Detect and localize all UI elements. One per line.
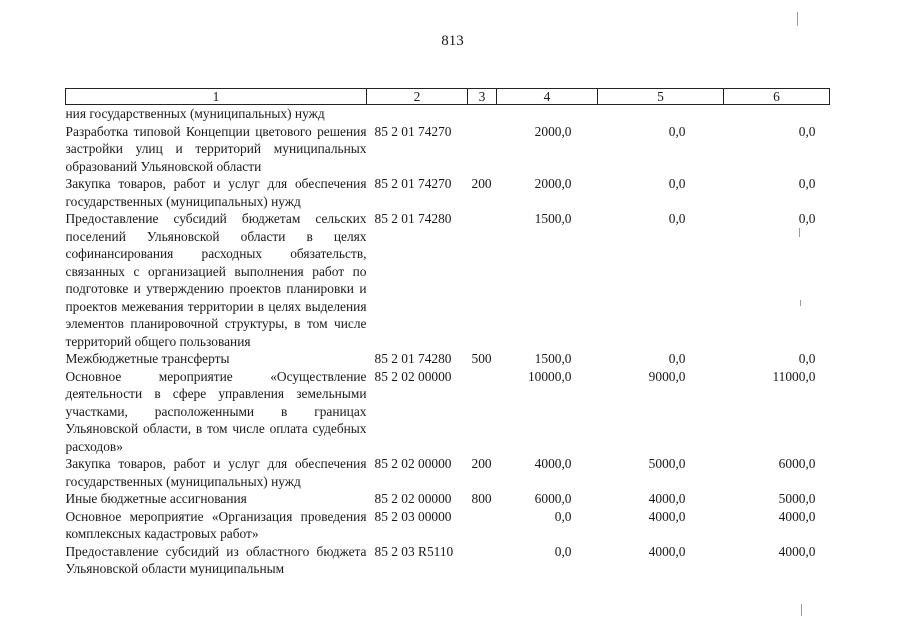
table-row <box>66 368 830 456</box>
table-row <box>66 490 830 508</box>
row-description: Основное мероприятие «Организация проведения комплексных кадастровых работ» <box>65 508 367 541</box>
row-value-2: 4000,0 <box>648 543 686 559</box>
column-header: 2 <box>367 89 468 105</box>
scan-speck <box>800 300 801 306</box>
row-type: 500 <box>471 351 492 366</box>
row-value-1: 0,0 <box>554 508 572 524</box>
row-code <box>367 105 468 123</box>
column-header: 3 <box>468 89 497 105</box>
row-value-2: 0,0 <box>668 123 686 139</box>
row-type: 200 <box>471 456 492 471</box>
row-value-2: 9000,0 <box>648 368 686 384</box>
row-value-2: 0,0 <box>668 176 686 191</box>
row-description: Предоставление субсидий из областного бюджета Ульяновской области муниципальным <box>65 543 367 576</box>
row-type <box>468 210 497 350</box>
row-value-3: 0,0 <box>798 211 816 226</box>
row-value-1: 0,0 <box>554 543 572 559</box>
row-code: 85 2 01 74270 <box>374 176 452 191</box>
row-value-2: 4000,0 <box>648 508 686 524</box>
row-type: 200 <box>471 176 492 191</box>
row-value-1: 4000,0 <box>534 456 572 471</box>
row-description: Основное мероприятие «Осуществление деятельности в сфере управления земельными участками, расположенными в границах Ульяновской области, в том числе оплата судебных расходов» <box>65 368 367 454</box>
column-header: 5 <box>598 89 724 105</box>
row-value-1: 1500,0 <box>534 211 572 226</box>
row-type <box>468 543 497 578</box>
row-value-1: 2000,0 <box>534 123 572 139</box>
scan-speck <box>797 12 798 26</box>
row-value-3 <box>724 105 830 123</box>
row-value-2: 4000,0 <box>648 491 686 506</box>
row-description: Предоставление субсидий бюджетам сельских поселений Ульяновской области в целях софинансирования расходных обязательств, связанных с организацией выполнения работ по подготовке и утверждению проектов планировки и проектов межевания территории в целях выделения элементов планировочной структуры, в том числе территорий общего пользования <box>65 211 367 349</box>
row-description: Межбюджетные трансферты <box>65 351 230 366</box>
row-type <box>468 508 497 543</box>
column-header: 1 <box>66 89 367 105</box>
page-number: 813 <box>441 33 464 49</box>
row-value-2: 5000,0 <box>648 456 686 471</box>
row-description: ния государственных (муниципальных) нужд <box>65 106 325 121</box>
row-description: Иные бюджетные ассигнования <box>65 491 247 506</box>
table-row <box>66 123 830 176</box>
scan-speck <box>801 604 802 616</box>
row-value-3: 5000,0 <box>778 491 816 506</box>
row-value-1 <box>497 105 598 123</box>
row-type <box>468 105 497 123</box>
row-type <box>468 368 497 456</box>
table-row <box>66 175 830 210</box>
row-description: Разработка типовой Концепции цветового решения застройки улиц и территорий муниципальных образований Ульяновской области <box>65 123 367 174</box>
row-value-3: 0,0 <box>798 123 816 139</box>
row-type: 800 <box>471 491 492 506</box>
row-value-3: 0,0 <box>798 351 816 366</box>
row-code: 85 2 02 00000 <box>374 368 452 384</box>
row-value-1: 2000,0 <box>534 176 572 191</box>
row-value-3: 4000,0 <box>778 543 816 559</box>
row-value-3: 6000,0 <box>778 456 816 471</box>
table-row <box>66 350 830 368</box>
row-type <box>468 123 497 176</box>
row-value-1: 10000,0 <box>527 368 572 384</box>
row-code: 85 2 03 R5110 <box>374 543 454 559</box>
row-value-2: 0,0 <box>668 211 686 226</box>
row-value-1: 6000,0 <box>534 491 572 506</box>
column-header: 6 <box>724 89 830 105</box>
column-header: 4 <box>497 89 598 105</box>
row-code: 85 2 02 00000 <box>374 456 452 471</box>
scan-speck <box>799 228 800 237</box>
row-description: Закупка товаров, работ и услуг для обеспечения государственных (муниципальных) нужд <box>65 176 367 209</box>
table-row <box>66 543 830 578</box>
row-value-3: 4000,0 <box>778 508 816 524</box>
row-description: Закупка товаров, работ и услуг для обеспечения государственных (муниципальных) нужд <box>65 456 367 489</box>
table-row <box>66 455 830 490</box>
row-code: 85 2 03 00000 <box>374 508 452 524</box>
table-header-row <box>66 89 830 105</box>
table-row <box>66 508 830 543</box>
row-value-1: 1500,0 <box>534 351 572 366</box>
row-value-2: 0,0 <box>668 351 686 366</box>
row-code: 85 2 01 74270 <box>374 123 452 139</box>
table-row <box>66 105 830 123</box>
row-code: 85 2 02 00000 <box>374 491 452 506</box>
table-row <box>66 210 830 350</box>
budget-table <box>65 88 823 578</box>
row-code: 85 2 01 74280 <box>374 211 452 226</box>
row-value-2 <box>598 105 724 123</box>
row-code: 85 2 01 74280 <box>374 351 452 366</box>
row-value-3: 11000,0 <box>772 368 816 384</box>
row-value-3: 0,0 <box>798 176 816 191</box>
